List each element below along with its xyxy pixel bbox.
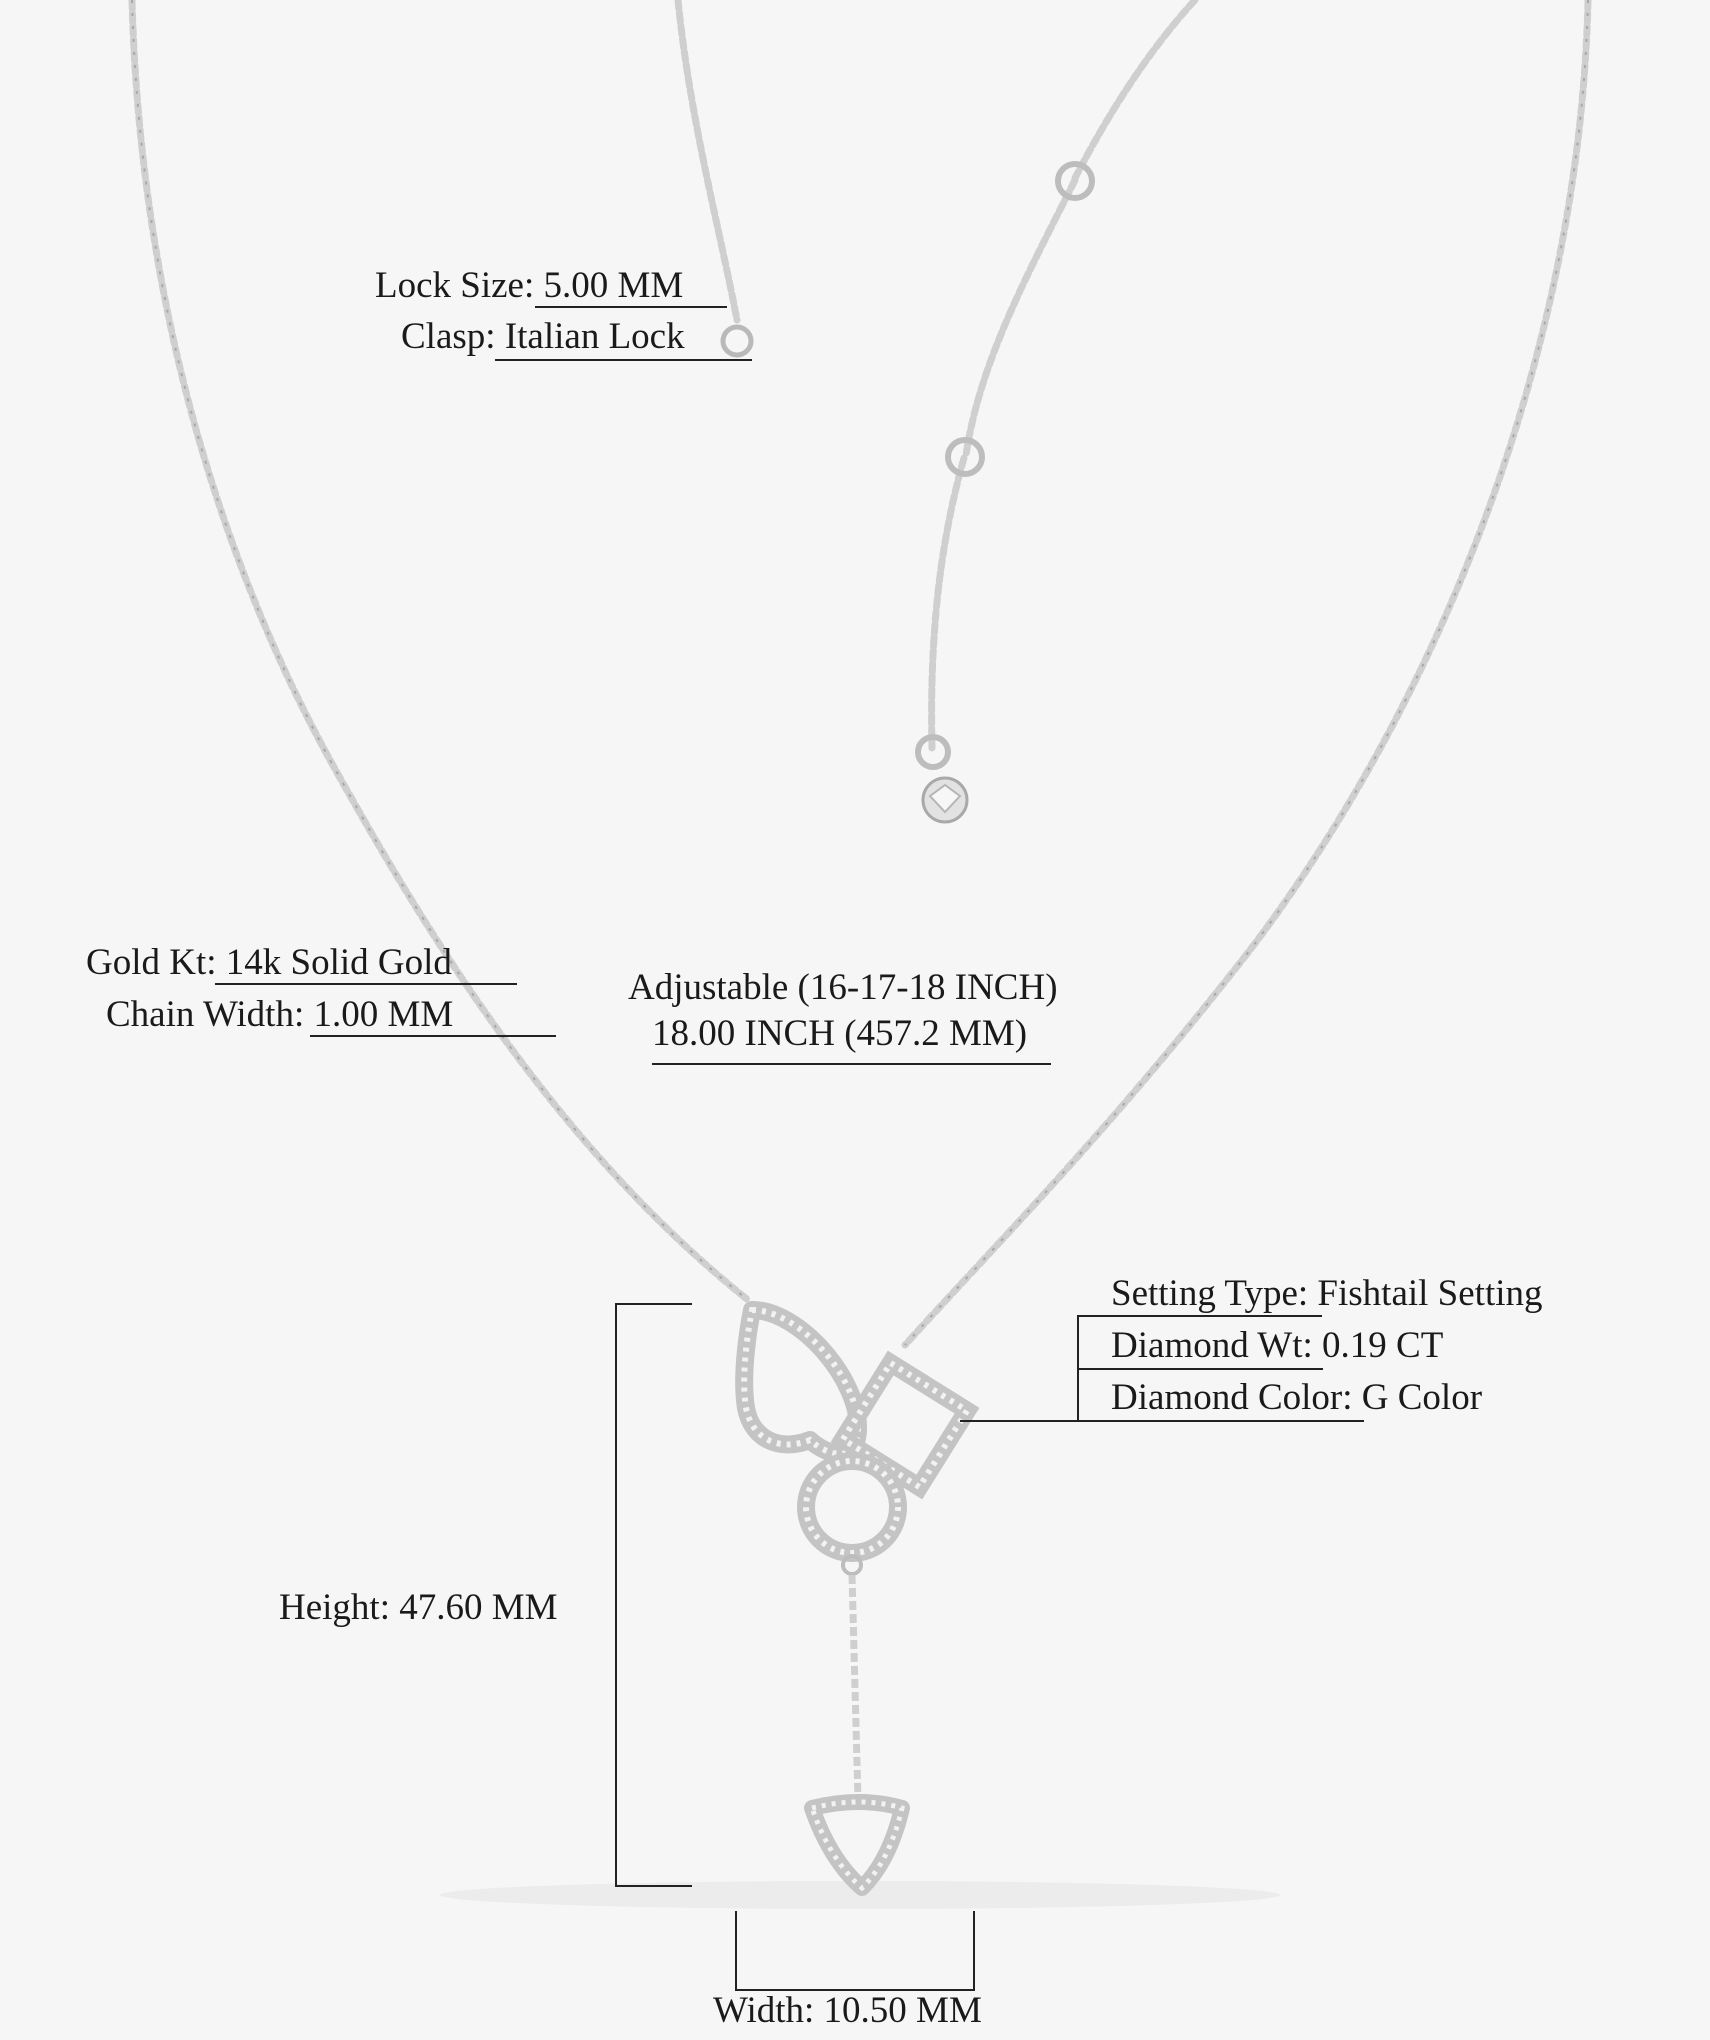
diamond-color-spec: Diamond Color: G Color <box>1111 1377 1483 1418</box>
circle-pendant <box>806 1461 898 1553</box>
triangle-pendant <box>812 1802 902 1888</box>
clasp-spec: Clasp: Italian Lock <box>401 316 685 357</box>
chain-left-shade <box>132 0 748 1300</box>
width-label: Width <box>713 1990 805 2031</box>
diamond-wt-spec: Diamond Wt: 0.19 CT <box>1111 1325 1444 1366</box>
gold-kt-label: Gold Kt <box>86 942 207 983</box>
setting-type-label: Setting Type <box>1111 1273 1298 1314</box>
diamond-wt-label: Diamond Wt <box>1111 1325 1303 1366</box>
height-value: 47.60 MM <box>399 1587 558 1628</box>
chain-width-label: Chain Width <box>106 994 294 1035</box>
gold-kt-spec: Gold Kt: 14k Solid Gold <box>86 942 452 983</box>
clasp-value: Italian Lock <box>504 316 685 357</box>
chain-extender <box>932 0 1195 748</box>
gold-kt-value: 14k Solid Gold <box>225 942 452 983</box>
drop-chain <box>852 1575 858 1800</box>
lock-size-value: 5.00 MM <box>543 265 684 306</box>
chain-right-shade <box>905 0 1588 1345</box>
length-adjustable: Adjustable (16-17-18 INCH) <box>628 967 1058 1008</box>
lock-size-spec: Lock Size: 5.00 MM <box>375 265 684 306</box>
width-value: 10.50 MM <box>823 1990 982 2031</box>
diamond-color-value: G Color <box>1361 1377 1483 1418</box>
height-label: Height <box>279 1587 380 1628</box>
length-total: 18.00 INCH (457.2 MM) <box>652 1013 1028 1054</box>
lock-size-label: Lock Size <box>375 265 524 306</box>
width-spec: Width: 10.50 MM <box>713 1990 982 2031</box>
setting-type-value: Fishtail Setting <box>1317 1273 1543 1314</box>
chain-clasp <box>678 0 737 320</box>
chain-right <box>905 0 1588 1345</box>
chain-width-spec: Chain Width: 1.00 MM <box>106 994 454 1035</box>
height-bracket <box>616 1304 692 1886</box>
width-bracket <box>736 1911 974 1990</box>
clasp-label: Clasp <box>401 316 486 357</box>
setting-type-spec: Setting Type: Fishtail Setting <box>1111 1273 1543 1314</box>
chain-width-value: 1.00 MM <box>313 994 454 1035</box>
chain-left <box>132 0 748 1300</box>
diamond-color-label: Diamond Color <box>1111 1377 1343 1418</box>
clasp-ring <box>723 327 751 355</box>
diamond-wt-value: 0.19 CT <box>1322 1325 1444 1366</box>
height-spec: Height: 47.60 MM <box>279 1587 558 1628</box>
